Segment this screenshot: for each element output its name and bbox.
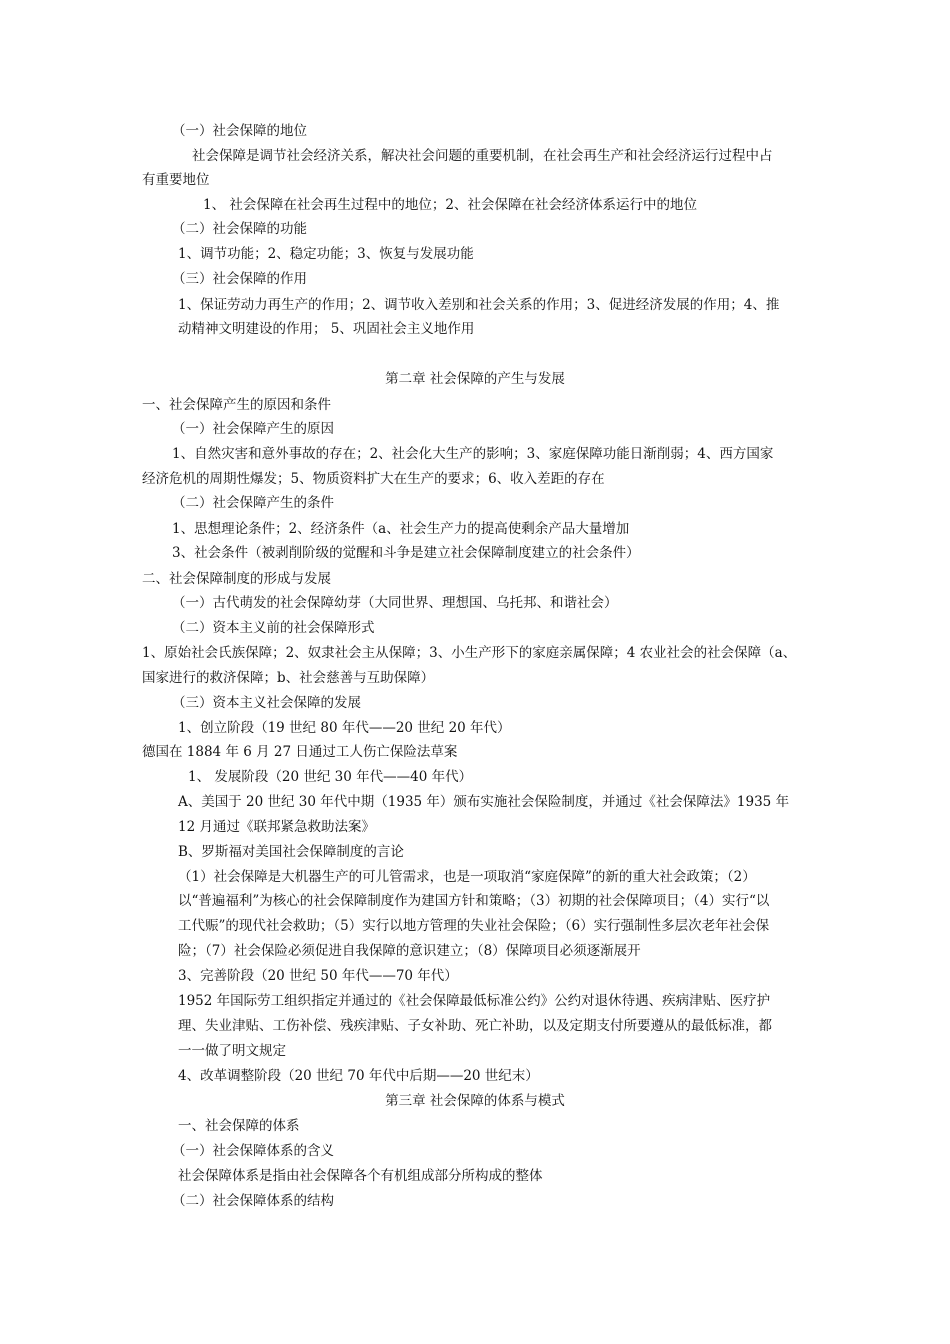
paragraph-line: （1）社会保障是大机器生产的可儿管需求，也是一项取消“家庭保障”的新的重大社会政策；（2） (178, 869, 756, 885)
section-heading: 一、社会保障的体系 (178, 1118, 300, 1134)
paragraph-line: 险；（7）社会保险必须促进自我保障的意识建立；（8）保障项目必须逐渐展开 (178, 943, 641, 959)
list-line: 1、调节功能；2、稳定功能；3、恢复与发展功能 (178, 246, 474, 262)
list-line: 1、思想理论条件；2、经济条件（a、社会生产力的提高使剩余产品大量增加 (172, 521, 630, 537)
subsection-heading: （一）社会保障产生的原因 (172, 421, 334, 437)
paragraph-line: A、美国于 20 世纪 30 年代中期（1935 年）颁布实施社会保险制度，并通过《社会保障法》1935 年 (178, 794, 790, 810)
paragraph-line: 社会保障体系是指由社会保障各个有机组成部分所构成的整体 (178, 1168, 543, 1184)
section-heading: （一）社会保障的地位 (172, 123, 307, 139)
section-heading: （三）社会保障的作用 (172, 271, 307, 287)
paragraph-line: 以“普遍福利”为核心的社会保障制度作为建国方针和策略；（3）初期的社会保障项目；（4）实行“以 (178, 893, 770, 909)
section-heading: 一、社会保障产生的原因和条件 (142, 397, 331, 413)
list-line: 1、 社会保障在社会再生过程中的地位；2、社会保障在社会经济体系运行中的地位 (203, 197, 697, 213)
section-heading: 二、社会保障制度的形成与发展 (142, 571, 331, 587)
paragraph-line: 一一做了明文规定 (178, 1043, 286, 1059)
paragraph-line: 理、失业津贴、工伤补偿、残疾津贴、子女补助、死亡补助，以及定期支付所要遵从的最低标准，都 (178, 1018, 772, 1034)
list-line: 3、社会条件（被剥削阶级的觉醒和斗争是建立社会保障制度建立的社会条件） (172, 545, 640, 561)
list-line: 1、保证劳动力再生产的作用；2、调节收入差别和社会关系的作用；3、促进经济发展的作用；4、推 (178, 297, 780, 313)
list-line: 动精神文明建设的作用； 5、巩固社会主义地作用 (178, 321, 475, 337)
paragraph-line: 社会保障是调节社会经济关系，解决社会问题的重要机制，在社会再生产和社会经济运行过程中占 (192, 148, 773, 164)
chapter-title: 第二章 社会保障的产生与发展 (385, 371, 565, 387)
list-line: 国家进行的救济保障；b、社会慈善与互助保障） (142, 670, 435, 686)
subsection-heading: （二）资本主义前的社会保障形式 (172, 620, 375, 636)
chapter-title: 第三章 社会保障的体系与模式 (385, 1093, 565, 1109)
subsection-heading: （一）古代萌发的社会保障幼芽（大同世界、理想国、乌托邦、和谐社会） (172, 595, 618, 611)
subsection-heading: （二）社会保障体系的结构 (172, 1193, 334, 1209)
list-line: 3、完善阶段（20 世纪 50 年代——70 年代） (178, 968, 458, 984)
paragraph-line: 1952 年国际劳工组织指定并通过的《社会保障最低标准公约》公约对退休待遇、疾病津贴、医疗护 (178, 993, 771, 1009)
list-line: 1、创立阶段（19 世纪 80 年代——20 世纪 20 年代） (178, 720, 511, 736)
list-line: 1、 发展阶段（20 世纪 30 年代——40 年代） (188, 769, 473, 785)
section-heading: （二）社会保障的功能 (172, 221, 307, 237)
subsection-heading: （三）资本主义社会保障的发展 (172, 695, 361, 711)
paragraph-line: 工代赈”的现代社会救助；（5）实行以地方管理的失业社会保险；（6）实行强制性多层次老年社会保 (178, 918, 770, 934)
subsection-heading: （二）社会保障产生的条件 (172, 495, 334, 511)
list-line: 1、自然灾害和意外事故的存在；2、社会化大生产的影响；3、家庭保障功能日渐削弱；4、西方国家 (172, 446, 774, 462)
paragraph-line: 12 月通过《联邦紧急救助法案》 (178, 819, 375, 835)
paragraph-line: 有重要地位 (142, 172, 210, 188)
list-line: 1、原始社会氏族保障；2、奴隶社会主从保障；3、小生产形下的家庭亲属保障；4 农业社会的社会保障（a、 (142, 645, 797, 661)
list-line: 经济危机的周期性爆发；5、物质资料扩大在生产的要求；6、收入差距的存在 (142, 471, 605, 487)
paragraph-line: 德国在 1884 年 6 月 27 日通过工人伤亡保险法草案 (142, 744, 458, 760)
paragraph-line: B、罗斯福对美国社会保障制度的言论 (178, 844, 404, 860)
subsection-heading: （一）社会保障体系的含义 (172, 1143, 334, 1159)
list-line: 4、改革调整阶段（20 世纪 70 年代中后期——20 世纪末） (178, 1068, 539, 1084)
